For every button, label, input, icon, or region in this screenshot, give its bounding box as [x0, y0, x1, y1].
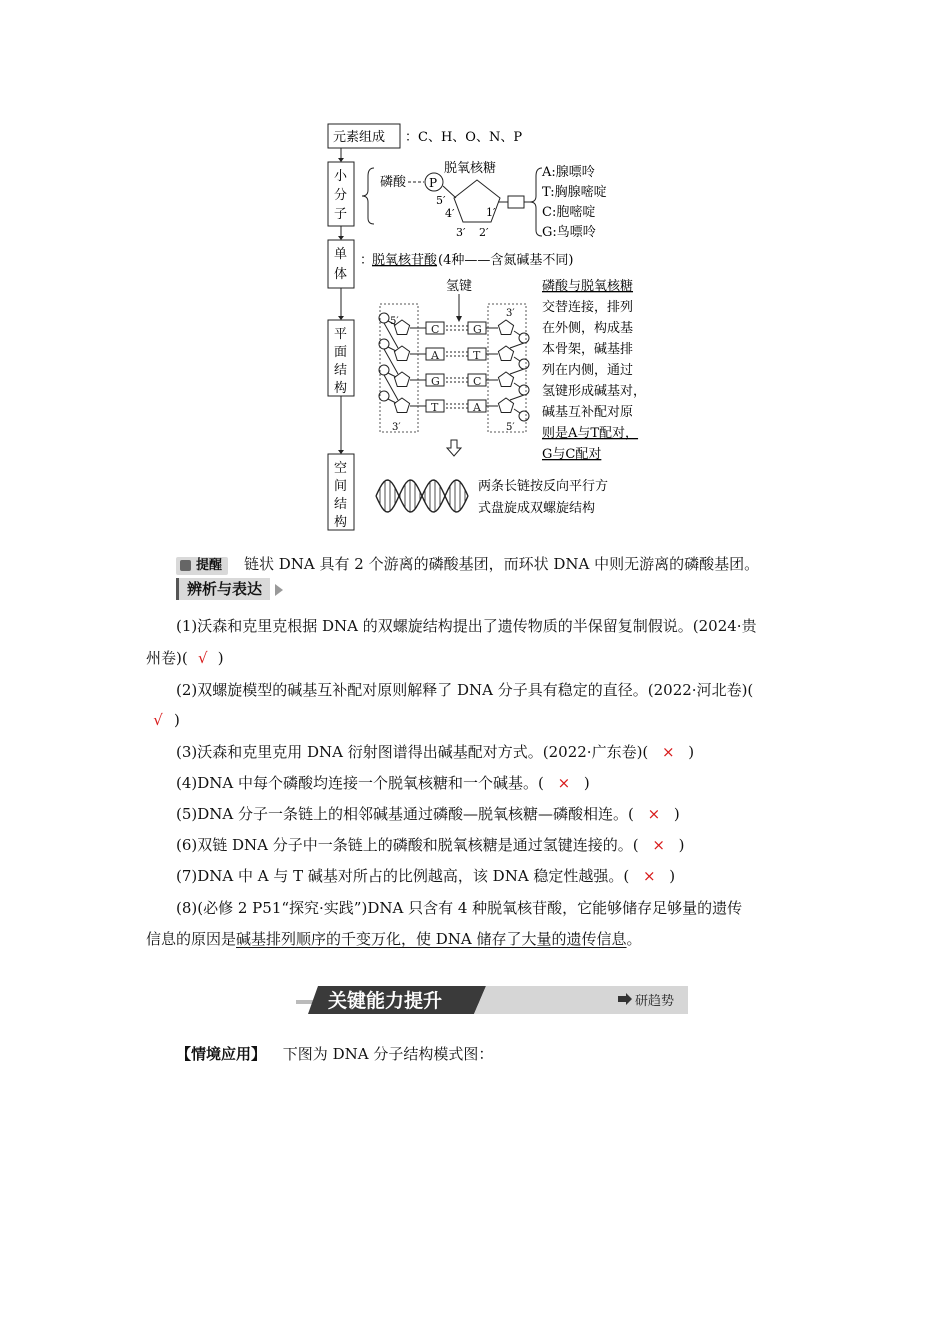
backbone-link [384, 375, 398, 400]
plane-desc-line: 交替连接，排列 [542, 300, 634, 315]
base-label: A:腺嘌呤 [542, 165, 595, 180]
check-mark: √ [153, 711, 163, 729]
box-monomer-char: 单 [334, 247, 348, 262]
box-small-char: 子 [334, 207, 348, 222]
item-text: 州卷)( [146, 649, 188, 667]
cross-mark: × [643, 867, 656, 885]
base-label: C:胞嘧啶 [542, 205, 596, 220]
item-text: (3)沃森和克里克用 DNA 衍射图谱得出碱基配对方式。(2022·广东卷)( [176, 743, 649, 761]
item-text: (7)DNA 中 A 与 T 碱基对所占的比例越高，该 DNA 稳定性越强。( [176, 867, 630, 885]
item-text: ) [678, 836, 685, 854]
context-row [176, 1044, 493, 1064]
backbone-bond [514, 409, 520, 413]
item-5 [176, 804, 680, 824]
item-4 [176, 773, 590, 793]
box-plane-char: 结 [334, 363, 348, 378]
context-text: 下图为 DNA 分子结构模式图： [282, 1045, 494, 1063]
backbone-bond [514, 383, 520, 387]
carbon-label: 2′ [479, 226, 489, 239]
section-arrow-icon [275, 584, 283, 596]
base-letter-right: G [473, 323, 482, 336]
plane-desc-line: 在外侧，构成基 [542, 321, 634, 336]
end-label: 3′ [506, 308, 515, 319]
monomer-name: 脱氧核苷酸 [372, 253, 438, 268]
carbon-label: 4′ [445, 207, 455, 220]
item-8-line1: (8)(必修 2 P51“探究·实践”)DNA 只含有 4 种脱氧核苷酸，它能够储存足够量的遗传 [176, 899, 743, 917]
box-elements-label: 元素组成 [333, 130, 386, 145]
box-space-char: 间 [334, 479, 348, 494]
base-letter-left: T [431, 401, 439, 414]
backbone-link [510, 369, 524, 374]
plane-desc-line: 氢键形成碱基对， [542, 384, 647, 399]
elements-text: ：C、H、O、N、P [405, 130, 523, 145]
plane-desc-line: 碱基互补配对原 [542, 405, 634, 420]
item-text: 信息的原因是 [146, 930, 237, 948]
banner-tag: 研趋势 [635, 994, 675, 1009]
phosphate-circle [519, 385, 529, 395]
box-monomer-char: 体 [334, 267, 348, 282]
box-small-char: 分 [334, 188, 348, 203]
section-title: 辨析与表达 [176, 578, 270, 600]
phosphate-circle [519, 333, 529, 343]
box-space-char: 空 [334, 461, 348, 476]
backbone-bond [514, 357, 520, 361]
backbone-link [510, 395, 524, 400]
base-letter-right: T [473, 349, 481, 362]
tip-icon [180, 560, 191, 571]
cross-mark: × [661, 743, 675, 761]
answer-text: 碱基排列顺序的千变万化，使 DNA 储存了大量的遗传信息 [236, 930, 627, 948]
tip-row [176, 554, 228, 575]
phosphate-circle [519, 359, 529, 369]
plane-desc-line: G与C配对 [542, 447, 602, 462]
sugar-pentagon [498, 372, 513, 387]
sugar-pentagon [498, 346, 513, 361]
sugar-pentagon [498, 320, 513, 335]
box-plane-char: 平 [334, 327, 348, 342]
backbone-bond [388, 347, 396, 351]
item-text: (6)双链 DNA 分子中一条链上的磷酸和脱氧核糖是通过氢键连接的。( [176, 836, 639, 854]
item-text: ) [688, 743, 695, 761]
monomer-note: (4种——含氮碱基不同) [438, 253, 574, 268]
item-3 [176, 742, 694, 762]
sugar-pentagon [498, 398, 513, 413]
box-small-char: 小 [334, 169, 348, 184]
end-label: 5′ [390, 316, 399, 327]
space-desc-line: 两条长链按反向平行方 [478, 479, 609, 494]
plane-desc-line: 本骨架，碱基排 [542, 342, 634, 357]
carbon-label: 1′ [486, 206, 496, 219]
phosphate-symbol: P [429, 176, 438, 190]
phosphate-label: 磷酸 [380, 175, 407, 190]
tip-label: 提醒 [196, 558, 223, 573]
item-2-line2 [146, 710, 180, 730]
hbond-label: 氢键 [446, 279, 473, 294]
cross-mark: × [652, 836, 665, 854]
carbon-label: 5′ [436, 194, 446, 207]
item-text: (4)DNA 中每个磷酸均连接一个脱氧核糖和一个碱基。( [176, 774, 544, 792]
banner-title: 关键能力提升 [328, 990, 443, 1012]
box-plane-char: 构 [334, 381, 348, 396]
item-text: (5)DNA 分子一条链上的相邻碱基通过磷酸—脱氧核糖—磷酸相连。( [176, 805, 634, 823]
double-helix-icon [376, 480, 468, 512]
item-8-line2 [146, 929, 642, 949]
item-text: ) [669, 867, 676, 885]
tip-badge [176, 557, 228, 575]
dna-structure-diagram [320, 118, 660, 538]
item-2-line1: (2)双螺旋模型的碱基互补配对原则解释了 DNA 分子具有稳定的直径。(2022·河北卷)( [176, 681, 754, 699]
item-text: ) [174, 711, 180, 729]
item-6 [176, 835, 684, 855]
item-text: ) [673, 805, 680, 823]
backbone-link [384, 349, 398, 374]
base-label: G:鸟嘌呤 [542, 225, 596, 240]
deoxyribose-label: 脱氧核糖 [444, 161, 497, 176]
check-mark: √ [197, 649, 208, 667]
base-letter-left: C [431, 323, 440, 336]
box-plane-char: 面 [334, 345, 348, 360]
base-letter-left: G [431, 375, 440, 388]
sugar-pentagon [394, 372, 409, 387]
context-label: 【情境应用】 [176, 1045, 267, 1063]
item-1-line2 [146, 648, 224, 668]
base-label: T:胸腺嘧啶 [542, 185, 607, 200]
section-banner [296, 984, 688, 1020]
end-label: 5′ [506, 422, 515, 433]
plane-desc-line: 磷酸与脱氧核糖 [542, 279, 634, 294]
item-text: 。 [626, 930, 642, 948]
base-letter-left: A [431, 349, 439, 362]
plane-desc-line: 则是A与T配对， [542, 426, 639, 441]
sugar-pentagon [394, 398, 409, 413]
cross-mark: × [557, 774, 571, 792]
box-space-char: 结 [334, 497, 348, 512]
backbone-bond [388, 399, 396, 403]
colon: ： [360, 253, 374, 268]
backbone-bond [388, 373, 396, 377]
base-letter-right: A [473, 401, 481, 414]
base-letter-right: C [473, 375, 482, 388]
item-text: ) [583, 774, 590, 792]
item-text: ) [217, 649, 224, 667]
base-box [508, 196, 524, 208]
plane-desc-line: 列在内侧，通过 [542, 363, 634, 378]
carbon-label: 3′ [456, 226, 466, 239]
tip-text: 链状 DNA 具有 2 个游离的磷酸基团，而环状 DNA 中则无游离的磷酸基团。 [244, 555, 760, 573]
phosphate-circle [519, 411, 529, 421]
box-space-char: 构 [334, 515, 348, 530]
down-arrow-icon [447, 440, 461, 456]
end-label: 3′ [392, 422, 401, 433]
item-7 [176, 866, 675, 886]
backbone-link [510, 343, 524, 348]
space-desc-line: 式盘旋成双螺旋结构 [478, 501, 596, 516]
item-1-line1: (1)沃森和克里克根据 DNA 的双螺旋结构提出了遗传物质的半保留复制假说。(2024·贵 [176, 617, 757, 635]
backbone-bond [514, 331, 520, 335]
cross-mark: × [647, 805, 661, 823]
sugar-pentagon [394, 346, 409, 361]
section-heading [176, 578, 283, 600]
